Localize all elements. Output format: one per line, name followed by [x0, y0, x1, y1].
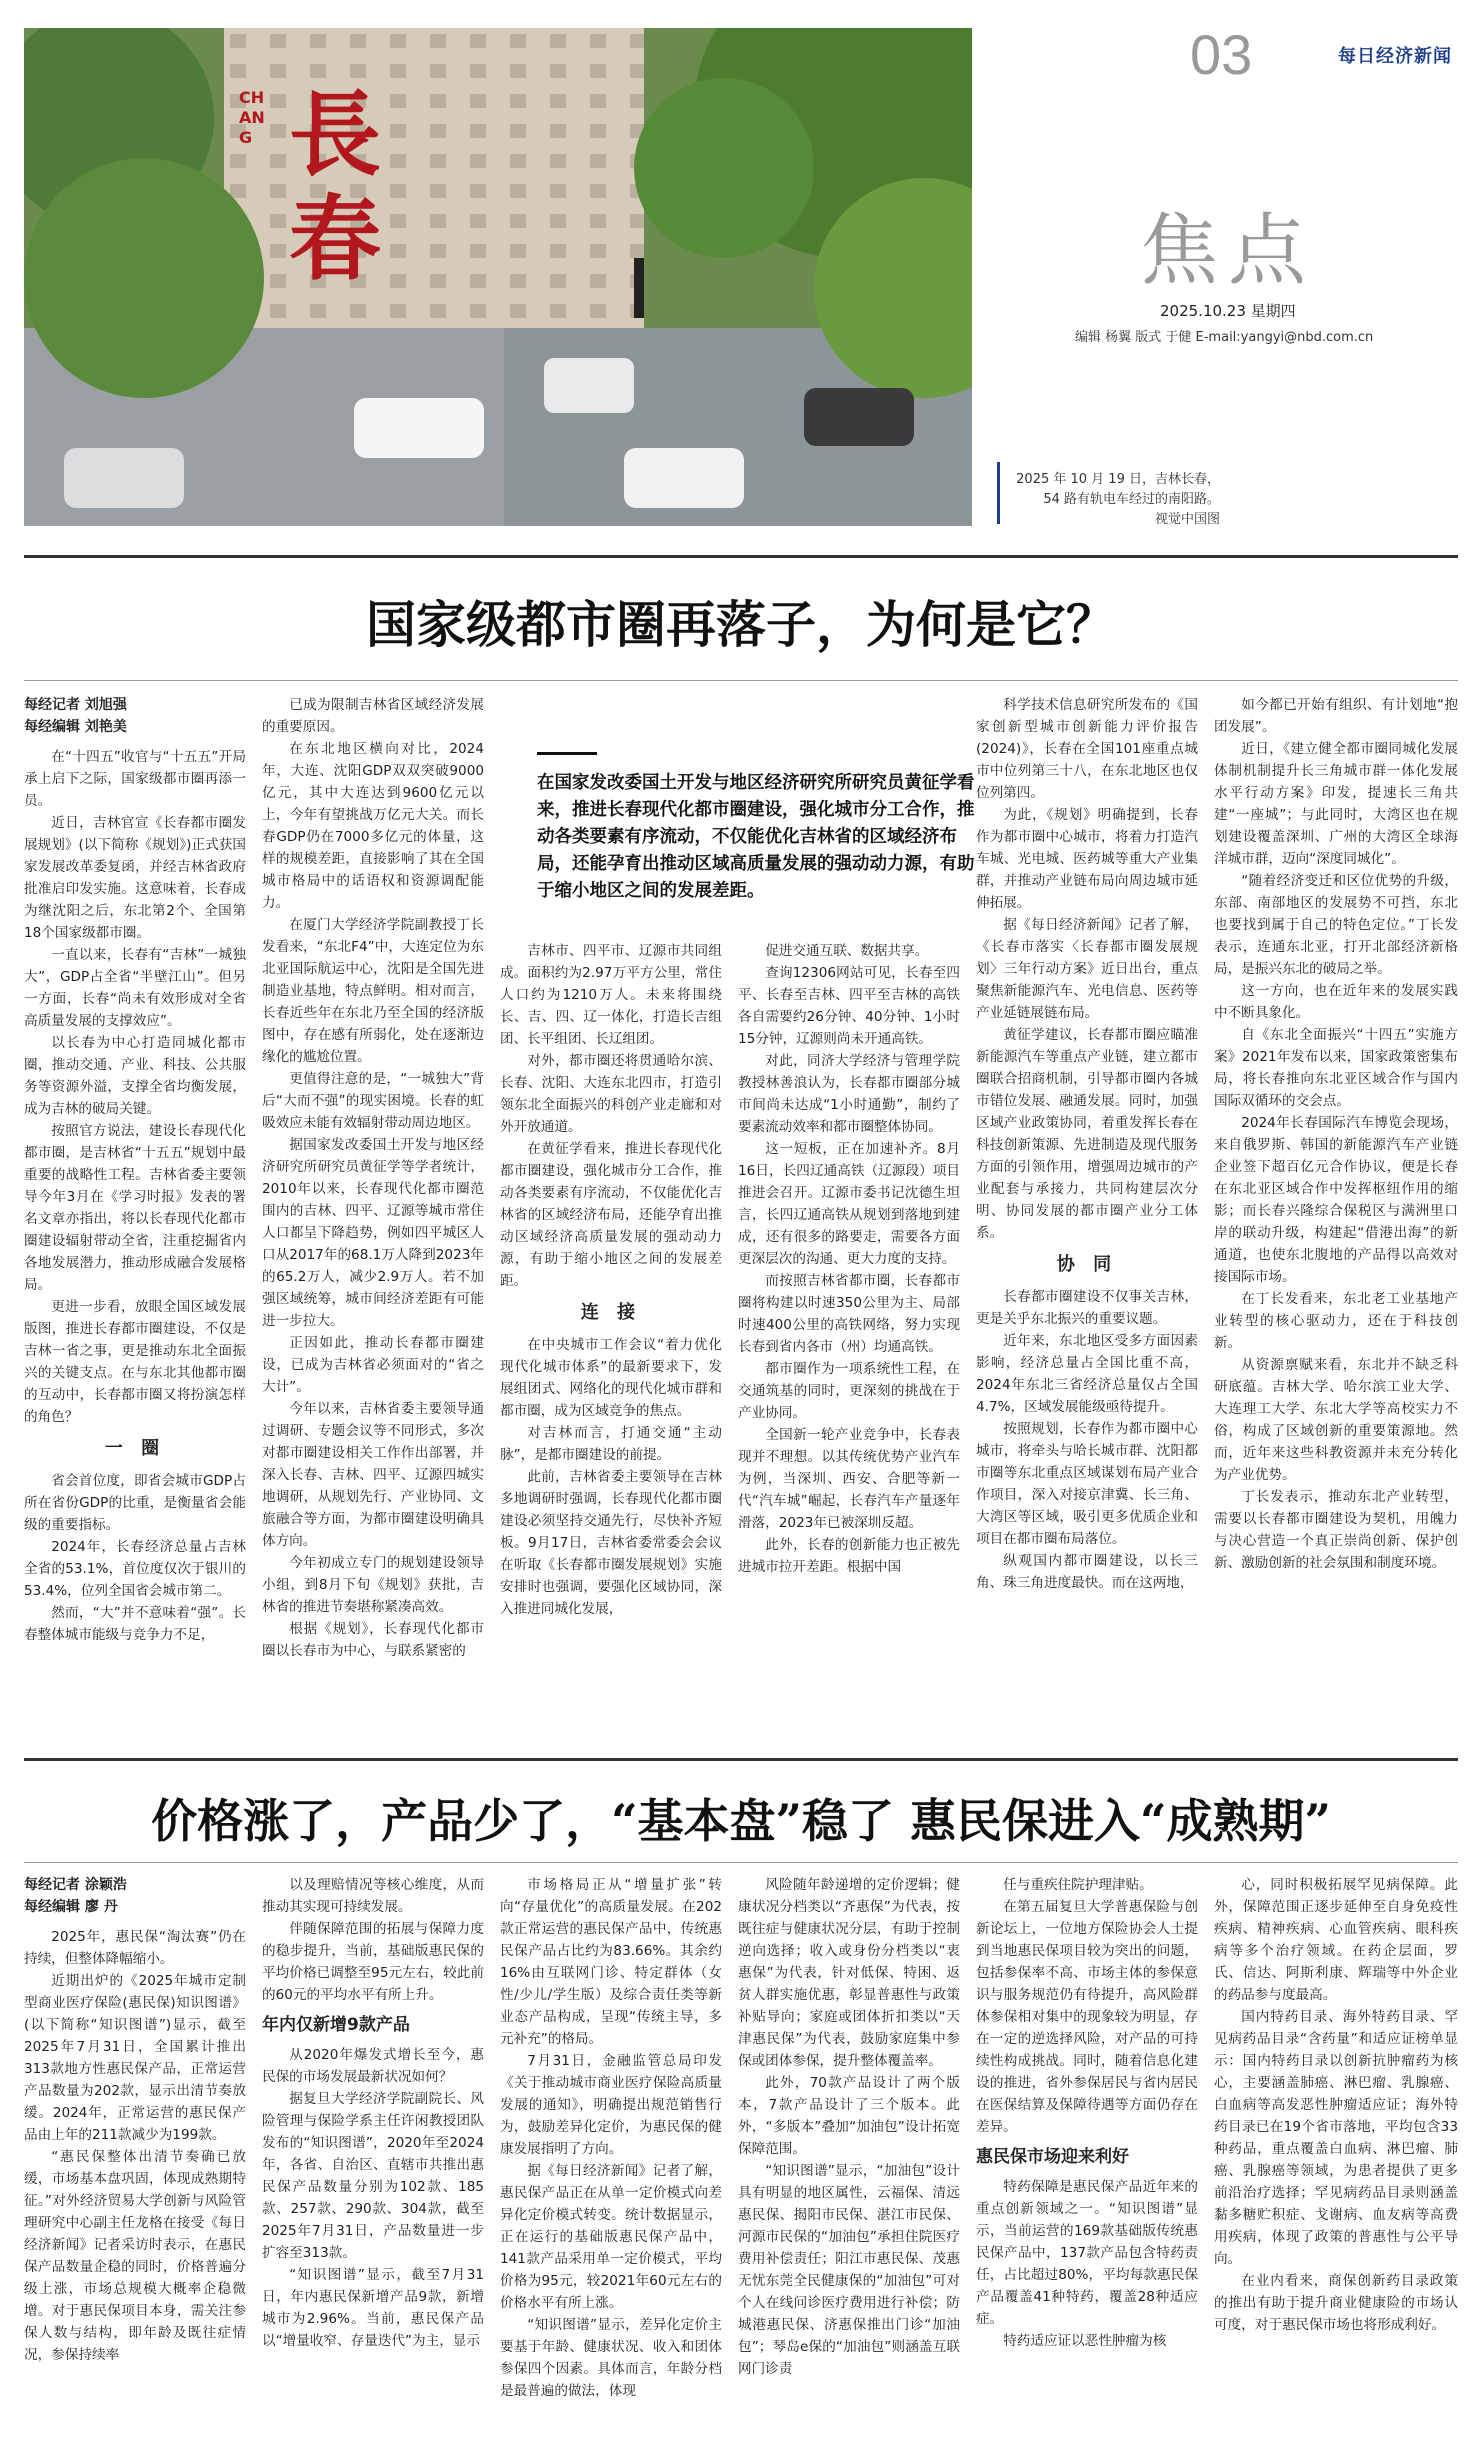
paragraph: 近日，吉林官宣《长春都市圈发展规划》(以下简称《规划》)正式获国家发展改革委复函，并经吉林省政府批准启印发实施。这意味着，长春成为继沈阳之后，东北第2个、全国第18个国家级都市圈。: [24, 815, 246, 941]
paragraph: 更值得注意的是，“一城独大”背后“大而不强”的现实困境。长春的虹吸效应未能有效辐射带动周边地区。: [262, 1071, 484, 1131]
paragraph: 特药适应证以恶性肿瘤为核: [1003, 2333, 1167, 2349]
issue-date: 2025.10.23 星期四: [1160, 302, 1296, 320]
paragraph: 风险随年龄递增的定价逻辑；健康状况分档类以“齐惠保”为代表，按既往症与健康状况分层，有助于控制逆向选择；收入或身份分档类以“衷惠保”为代表，针对低保、特困、返贫人群实施优惠，彰显普惠性与政策补贴导向；家庭或团体折扣类以“天津惠民保”为代表，鼓励家庭集中参保或团体参保，提升整体覆盖率。: [738, 1877, 960, 2069]
paragraph: 伴随保障范围的拓展与保障力度的稳步提升，当前，基础版惠民保的平均价格已调整至95元左右，较此前的60元的平均水平有所上升。: [262, 1921, 484, 2003]
article2-column-4: [738, 1874, 960, 2380]
paragraph: 已成为限制吉林省区域经济发展的重要原因。: [262, 697, 484, 735]
paragraph: 7月31日，金融监管总局印发《关于推动城市商业医疗保险高质量发展的通知》，明确提出规范销售行为，鼓励差异化定价，为惠民保的健康发展指明了方向。: [500, 2053, 722, 2157]
paragraph: 在厦门大学经济学院副教授丁长发看来，“东北F4”中，大连定位为东北亚国际航运中心，沈阳是全国先进制造业基地，特点鲜明。相对而言，长春近些年在东北乃至全国的经济版图中，存在感有所弱化，处在逐渐边缘化的尴尬位置。: [262, 917, 484, 1065]
paragraph: 对此，同济大学经济与管理学院教授林善浪认为，长春都市圈部分城市间尚未达成“1小时通勤”，制约了要素流动效率和都市圈整体协同。: [738, 1053, 960, 1135]
paragraph: 此外，70款产品设计了两个版本，7款产品设计了三个版本。此外，“多版本”叠加“加油包”设计拓宽保障范围。: [738, 2075, 960, 2157]
paragraph: 据国家发改委国土开发与地区经济研究所研究员黄征学等学者统计，2010年以来，长春现代化都市圈范围内的吉林、四平、辽源等城市常住人口都呈下降趋势，例如四平城区人口从2017年的68.1万人降到2023年的65.2万人，减少2.9万人。若不加强区域统筹，城市间经济差距有可能进一步拉大。: [262, 1137, 484, 1329]
top-rule: [24, 555, 1458, 558]
article2-column-5: [976, 1874, 1198, 2352]
paragraph: 都市圈作为一项系统性工程，在交通筑基的同时，更深刻的挑战在于产业协同。: [738, 1361, 960, 1421]
article1-column-5: [976, 694, 1198, 1594]
paragraph: 在业内看来，商保创新药目录政策的推出有助于提升商业健康险的市场认可度，对于惠民保市场也将形成利好。: [1214, 2273, 1458, 2333]
paragraph: 从2020年爆发式增长至今，惠民保的市场发展最新状况如何？: [262, 2047, 484, 2085]
article1-column-3: [500, 940, 722, 1620]
paragraph: “知识图谱”显示，截至7月31日，年内惠民保新增产品9款，新增城市为2.96%。当前，惠民保产品以“增量收窄、存量迭代”为主，显示: [262, 2267, 484, 2349]
paragraph: 吉林市、四平市、辽源市共同组成。面积约为2.97万平方公里，常住人口约为1210万人。未来将围绕长、吉、四、辽一体化，打造长吉组团、长平组团、长辽组团。: [500, 943, 722, 1047]
article2-headline: 价格涨了，产品少了，“基本盘”稳了 惠民保进入“成熟期”: [151, 1794, 1331, 1848]
paragraph: 黄征学建议，长春都市圈应瞄准新能源汽车等重点产业链，建立都市圈联合招商机制，引导都市圈内各城市错位发展、融通发展。同时，加强区域产业政策协同，着重发挥长春在科技创新策源、先进制造及现代服务方面的引领作用，增强周边城市的产业配套与承接力，共同构建层次分明、协同发展的都市圈产业分工体系。: [976, 1027, 1198, 1241]
paragraph: 这一短板，正在加速补齐。8月16日，长四辽通高铁（辽源段）项目推进会召开。辽源市委书记沈德生坦言，长四辽通高铁从规划到落地到建成，还有很多的路要走，需要各方面更深层次的沟通、更大力度的支持。: [738, 1141, 960, 1267]
paragraph: 在东北地区横向对比，2024年，大连、沈阳GDP双双突破9000亿元，其中大连达到9600亿元以上，今年有望挑战万亿元大关。而长春GDP仍在7000多亿元的体量，这样的规模差距，直接影响了其在全国城市格局中的话语权和资源调配能力。: [262, 741, 484, 911]
subheading-lianjie: 连 接: [580, 1302, 642, 1323]
paragraph: 此外，长春的创新能力也正被先进城市拉开差距。根据中国: [738, 1537, 960, 1575]
paragraph: “惠民保整体出清节奏确已放缓，市场基本盘巩固，体现成熟期特征。”对外经济贸易大学创新与风险管理研究中心副主任龙格在接受《每日经济新闻》记者采访时表示，在惠民保产品数量企稳的同时，价格普遍分级上涨，市场总规模大概率企稳微增。对于惠民保项目本身，需关注参保人数与结构，即年龄及既往症情况，参保持续率: [24, 2149, 246, 2363]
paragraph: 按照官方说法，建设长春现代化都市圈，是吉林省“十五五”规划中最重要的战略性工程。吉林省委主要领导今年3月在《学习时报》发表的署名文章亦指出，将以长春现代化都市圈建设辐射带动全省，注重挖掘省内各地发展潜力，推动形成融合发展格局。: [24, 1123, 246, 1293]
paragraph: 2024年，长春经济总量占吉林全省的53.1%，首位度仅次于银川的53.4%，位列全国省会城市第二。: [24, 1539, 246, 1599]
paragraph: 据《每日经济新闻》记者了解，《长春市落实〈长春都市圈发展规划〉三年行动方案》近日出台，重点聚焦新能源汽车、光电信息、医药等产业延链展链布局。: [976, 917, 1198, 1021]
paragraph: 在黄征学看来，推进长春现代化都市圈建设，强化城市分工合作，推动各类要素有序流动，不仅能优化吉林省的区域经济布局，还能孕育出推动区域经济高质量发展的强动动力源，有助于缩小地区之间的发展差距。: [500, 1141, 722, 1289]
paragraph: 以及理赔情况等核心维度，从而推动其实现可持续发展。: [262, 1877, 484, 1915]
paragraph: 市场格局正从“增量扩张”转向“存量优化”的高质量发展。在202款正常运营的惠民保产品中，传统惠民保产品占比约为83.66%。其余约16%由互联网门诊、特定群体（女性/少儿/学生版）及综合责任类等新业态产品构成，呈现“传统主导，多元补充”的格局。: [500, 1877, 722, 2047]
paragraph: 按照规划，长春作为都市圈中心城市，将牵头与哈长城市群、沈阳都市圈等东北重点区域谋划布局产业合作项目，深入对接京津冀、长三角、大湾区等区域，吸引更多优质企业和项目在都市圈布局落位。: [976, 1421, 1198, 1547]
paragraph: 近年来，东北地区受多方面因素影响，经济总量占全国比重不高，2024年东北三省经济总量仅占全国4.7%，区域发展能级亟待提升。: [976, 1333, 1198, 1415]
section-title: 焦点: [1140, 206, 1317, 296]
paragraph: 如今都已开始有组织、有计划地“抱团发展”。: [1214, 697, 1458, 735]
photo-caption: 2025 年 10 月 19 日，吉林长春，54 路有轨电车经过的南阳路。 视觉中国图: [1000, 470, 1220, 530]
section-divider: [24, 1758, 1458, 1761]
article2-column-2: [262, 1874, 484, 2352]
paragraph: 特药保障是惠民保产品近年来的重点创新领域之一。“知识图谱”显示，当前运营的169款基础版传统惠民保产品中，137款产品包含特药责任，占比超过80%，平均每款惠民保产品覆盖41种特药，覆盖28种适应症。: [976, 2179, 1198, 2327]
paragraph: 对吉林而言，打通交通“主动脉”，是都市圈建设的前提。: [500, 1425, 722, 1463]
paragraph: 据复旦大学经济学院副院长、风险管理与保险学系主任许闲教授团队发布的“知识图谱”，2020年至2024年，各省、自治区、直辖市共推出惠民保产品数量分别为102款、185款、257款、290款、304款，截至2025年7月31日，产品数量进一步扩容至313款。: [262, 2091, 484, 2261]
paragraph: 查询12306网站可见，长春至四平、长春至吉林、四平至吉林的高铁各自需要约26分钟、40分钟、1小时15分钟，辽源则尚未开通高铁。: [738, 965, 960, 1047]
city-street-illustration: [24, 28, 972, 526]
paragraph: “知识图谱”显示，差异化定价主要基于年龄、健康状况、收入和团体参保四个因素。具体而言，年龄分档是最普遍的做法，体现: [500, 2317, 722, 2399]
subheading-xietong: 协 同: [1056, 1254, 1118, 1275]
paragraph: 任与重疾住院护理津贴。: [1003, 1877, 1153, 1893]
paragraph: 心，同时积极拓展罕见病保障。此外，保障范围正逐步延伸至自身免疫性疾病、精神疾病、心血管疾病、眼科疾病等多个治疗领域。在药企层面，罗氏、信达、阿斯利康、辉瑞等中外企业的药品参与度最高。: [1214, 1877, 1458, 2003]
lead-photo: [24, 28, 972, 526]
article2-column-1: [24, 1874, 246, 2366]
sign-latin: CHANG: [239, 88, 265, 147]
paragraph: 据《每日经济新闻》记者了解，惠民保产品正在从单一定价模式向差异化定价模式转变。统计数据显示，正在运行的基础版惠民保产品中，141款产品采用单一定价模式，平均价格为95元，较2021年60元左右的价格水平有所上涨。: [500, 2163, 722, 2311]
paragraph: 正因如此，推动长春都市圈建设，已成为吉林省必须面对的“省之大计”。: [262, 1335, 484, 1395]
paragraph: 2025年，惠民保“淘汰赛”仍在持续，但整体降幅缩小。: [24, 1929, 246, 1967]
paragraph: 这一方向，也在近年来的发展实践中不断具象化。: [1214, 983, 1458, 1021]
paragraph: 今年以来，吉林省委主要领导通过调研、专题会议等不同形式，多次对都市圈建设相关工作作出部署，并深入长春、吉林、四平、辽源四城实地调研，从规划先行、产业协同、文旅融合等方面，为都市圈建设明确具体方向。: [262, 1401, 484, 1549]
paragraph: 从资源禀赋来看，东北并不缺乏科研底蕴。吉林大学、哈尔滨工业大学、大连理工大学、东北大学等高校实力不俗，构成了区域创新的重要策源地。然而，近年来这些科教资源并未充分转化为产业优势。: [1214, 1357, 1458, 1483]
paragraph: 长春都市圈建设不仅事关吉林，更是关乎东北振兴的重要议题。: [976, 1289, 1198, 1327]
paragraph: 省会首位度，即省会城市GDP占所在省份GDP的比重，是衡量省会能级的重要指标。: [24, 1473, 246, 1533]
article1-column-4: [738, 940, 960, 1578]
paragraph: 近日，《建立健全都市圈同城化发展体制机制提升长三角城市群一体化发展水平行动方案》印发，提速长三角共建“一座城”；与此同时，大湾区也在规划建设覆盖深圳、广州的大湾区全球海洋城市群，迈向“深度同城化”。: [1214, 741, 1458, 867]
article1-column-6: [1214, 694, 1458, 1574]
paragraph: 然而，“大”并不意味着“强”。长春整体城市能级与竞争力不足，: [24, 1605, 246, 1643]
paragraph: “知识图谱”显示，“加油包”设计具有明显的地区属性，云福保、清远惠民保、揭阳市民保、湛江市民保、河源市民保的“加油包”承担住院医疗费用补偿责任；阳江市惠民保、茂惠无忧东莞全民健康保的“加油包”可对个人在线问诊医疗费用进行补偿；防城港惠民保、济惠保推出门诊“加油包”；琴岛e保的“加油包”则涵盖互联网门诊责: [738, 2163, 960, 2377]
subheading-market-boost: 惠民保市场迎来利好: [976, 2147, 1129, 2167]
paragraph: 近期出炉的《2025年城市定制型商业医疗保险(惠民保)知识图谱》(以下简称“知识图谱”)显示，截至2025年7月31日，全国累计推出313款地方性惠民保产品，正常运营产品数量为202款，显示出清节奏放缓。2024年，正常运营的惠民保产品由上年的211款减少为199款。: [24, 1973, 246, 2143]
paragraph: 2024年长春国际汽车博览会现场，来自俄罗斯、韩国的新能源汽车产业链企业签下超百亿元合作协议，便是长春在东北亚区域合作中发挥枢纽作用的缩影；而长春兴隆综合保税区与满洲里口岸的联动升级，构建起“借港出海”的新通道，也使东北腹地的产品得以高效对接国际市场。: [1214, 1115, 1458, 1285]
newspaper-brand: 每日经济新闻: [1338, 46, 1452, 67]
byline-reporter: 每经记者 刘旭强: [24, 697, 127, 713]
paragraph: 此前，吉林省委主要领导在吉林多地调研时强调，长春现代化都市圈建设必须坚持交通先行，尽快补齐短板。9月17日，吉林省委常委会会议在听取《长春都市圈发展规划》实施安排时也强调，要强化区域协同，深入推进同城化发展，: [500, 1469, 722, 1617]
paragraph: 在丁长发看来，东北老工业基地产业转型的核心驱动力，还在于科技创新。: [1214, 1291, 1458, 1351]
paragraph: 全国新一轮产业竞争中，长春表现并不理想。以其传统优势产业汽车为例，当深圳、西安、合肥等新一代“汽车城”崛起，长春汽车产量逐年滑落，2023年已被深圳反超。: [738, 1427, 960, 1531]
paragraph: 自《东北全面振兴“十四五”实施方案》2021年发布以来，国家政策密集布局，将长春推向东北亚区域合作与国内国际双循环的交会点。: [1214, 1027, 1458, 1109]
article1-headline: 国家级都市圈再落子，为何是它？: [366, 595, 1116, 654]
paragraph: 一直以来，长春有“吉林”一城独大”，GDP占全省“半壁江山”。但另一方面，长春“尚未有效形成对全省高质量发展的支撑效应”。: [24, 947, 246, 1029]
paragraph: 为此，《规划》明确提到，长春作为都市圈中心城市，将着力打造汽车城、光电城、医药城等重大产业集群，并推动产业链布局向周边城市延伸拓展。: [976, 807, 1198, 911]
paragraph: 促进交通互联、数据共享。: [765, 943, 929, 959]
paragraph: 根据《规划》，长春现代化都市圈以长春市为中心，与联系紧密的: [262, 1621, 484, 1659]
photo-credit: 视觉中国图: [1154, 512, 1220, 527]
pull-quote: 在国家发改委国土开发与地区经济研究所研究员黄征学看来，推进长春现代化都市圈建设，强化城市分工合作，推动各类要素有序流动，不仅能优化吉林省的区域经济布局，还能孕育出推动区域高质量发展的强动动力源，有助于缩小地区之间的发展差距。: [537, 773, 975, 901]
paragraph: 纵观国内都市圈建设，以长三角、珠三角进度最快。而在这两地，: [976, 1553, 1198, 1591]
paragraph: 更进一步看，放眼全国区域发展版图，推进长春都市圈建设，不仅是吉林一省之事，更是推动东北全面振兴的关键支点。在与东北其他都市圈的互动中，长春都市圈又将扮演怎样的角色？: [24, 1299, 246, 1425]
paragraph: 今年初成立专门的规划建设领导小组，到8月下旬《规划》获批，吉林省的推进节奏堪称紧凑高效。: [262, 1555, 484, 1615]
article2-column-3: [500, 1874, 722, 2402]
byline2-reporter: 每经记者 涂颖浩: [24, 1877, 127, 1893]
subheading-yiquan: 一 圈: [104, 1438, 166, 1459]
paragraph: 对外，都市圈还将贯通哈尔滨、长春、沈阳、大连东北四市，打造引领东北全面振兴的科创产业走廊和对外开放通道。: [500, 1053, 722, 1135]
article2-column-6: [1214, 1874, 1458, 2336]
paragraph: 在“十四五”收官与“十五五”开局承上启下之际，国家级都市圈再添一员。: [24, 749, 246, 809]
article1-column-1: [24, 694, 246, 1646]
paragraph: 在中央城市工作会议“着力优化现代化城市体系”的最新要求下，发展组团式、网络化的现代化城市群和都市圈，成为区域竞争的焦点。: [500, 1337, 722, 1419]
headline-rule: [24, 680, 1458, 681]
byline-editor: 每经编辑 刘艳美: [24, 719, 127, 735]
paragraph: 国内特药目录、海外特药目录、罕见病药品目录“含药量”和适应证榜单显示：国内特药目录以创新抗肿瘤药为核心，主要涵盖肺癌、淋巴瘤、乳腺癌、白血病等高发恶性肿瘤适应证；海外特药目录已在19个省市落地，平均包含33种药品，重点覆盖白血病、淋巴瘤、肺癌、乳腺癌等领域，为患者提供了更多前沿治疗选择；罕见病药品目录则涵盖黏多糖贮积症、戈谢病、血友病等高费用疾病，体现了政策的普惠性与公平导向。: [1214, 2009, 1458, 2267]
page-editors: 编辑 杨翼 版式 于健 E-mail:yangyi@nbd.com.cn: [1075, 330, 1374, 345]
quote-bar: [537, 752, 597, 755]
subheading-new-products: 年内仅新增9款产品: [262, 2015, 410, 2035]
paragraph: 在第五届复旦大学普惠保险与创新论坛上，一位地方保险协会人士提到当地惠民保项目较为突出的问题，包括参保率不高、市场主体的参保意识与服务规范仍有待提升，高风险群体参保相对集中的现象较为明显，存在一定的逆选择风险，对产品的可持续性构成挑战。同时，随着信息化建设的推进，省外参保居民与省内居民在医保结算及保障待遇等方面仍存在差异。: [976, 1899, 1198, 2135]
headline2-rule: [24, 1862, 1458, 1863]
paragraph: 丁长发表示，推动东北产业转型，需要以长春都市圈建设为契机，用魄力与决心营造一个真正崇尚创新、保护创新、激励创新的社会氛围和制度环境。: [1214, 1489, 1458, 1571]
paragraph: 而按照吉林省都市圈，长春都市圈将构建以时速350公里为主、局部时速400公里的高铁网络，努力实现长春到省内各市（州）均通高铁。: [738, 1273, 960, 1355]
paragraph: 以长春为中心打造同城化都市圈，推动交通、产业、科技、公共服务等资源外溢，支撑全省均衡发展，成为吉林的破局关键。: [24, 1035, 246, 1117]
byline2-editor: 每经编辑 廖 丹: [24, 1899, 118, 1915]
sign-characters: 長春: [289, 81, 382, 293]
article1-column-2: [262, 694, 484, 1662]
paragraph: “随着经济变迁和区位优势的升级，东部、南部地区的发展势不可挡，东北也要找到属于自己的特色定位。”丁长发表示，连通东北亚，打开北部经济新格局，是振兴东北的破局之举。: [1214, 873, 1458, 977]
page-number: 03: [1190, 23, 1253, 86]
paragraph: 科学技术信息研究所发布的《国家创新型城市创新能力评价报告(2024)》，长春在全国101座重点城市中位列第三十八，在东北地区也仅位列第四。: [976, 697, 1198, 801]
